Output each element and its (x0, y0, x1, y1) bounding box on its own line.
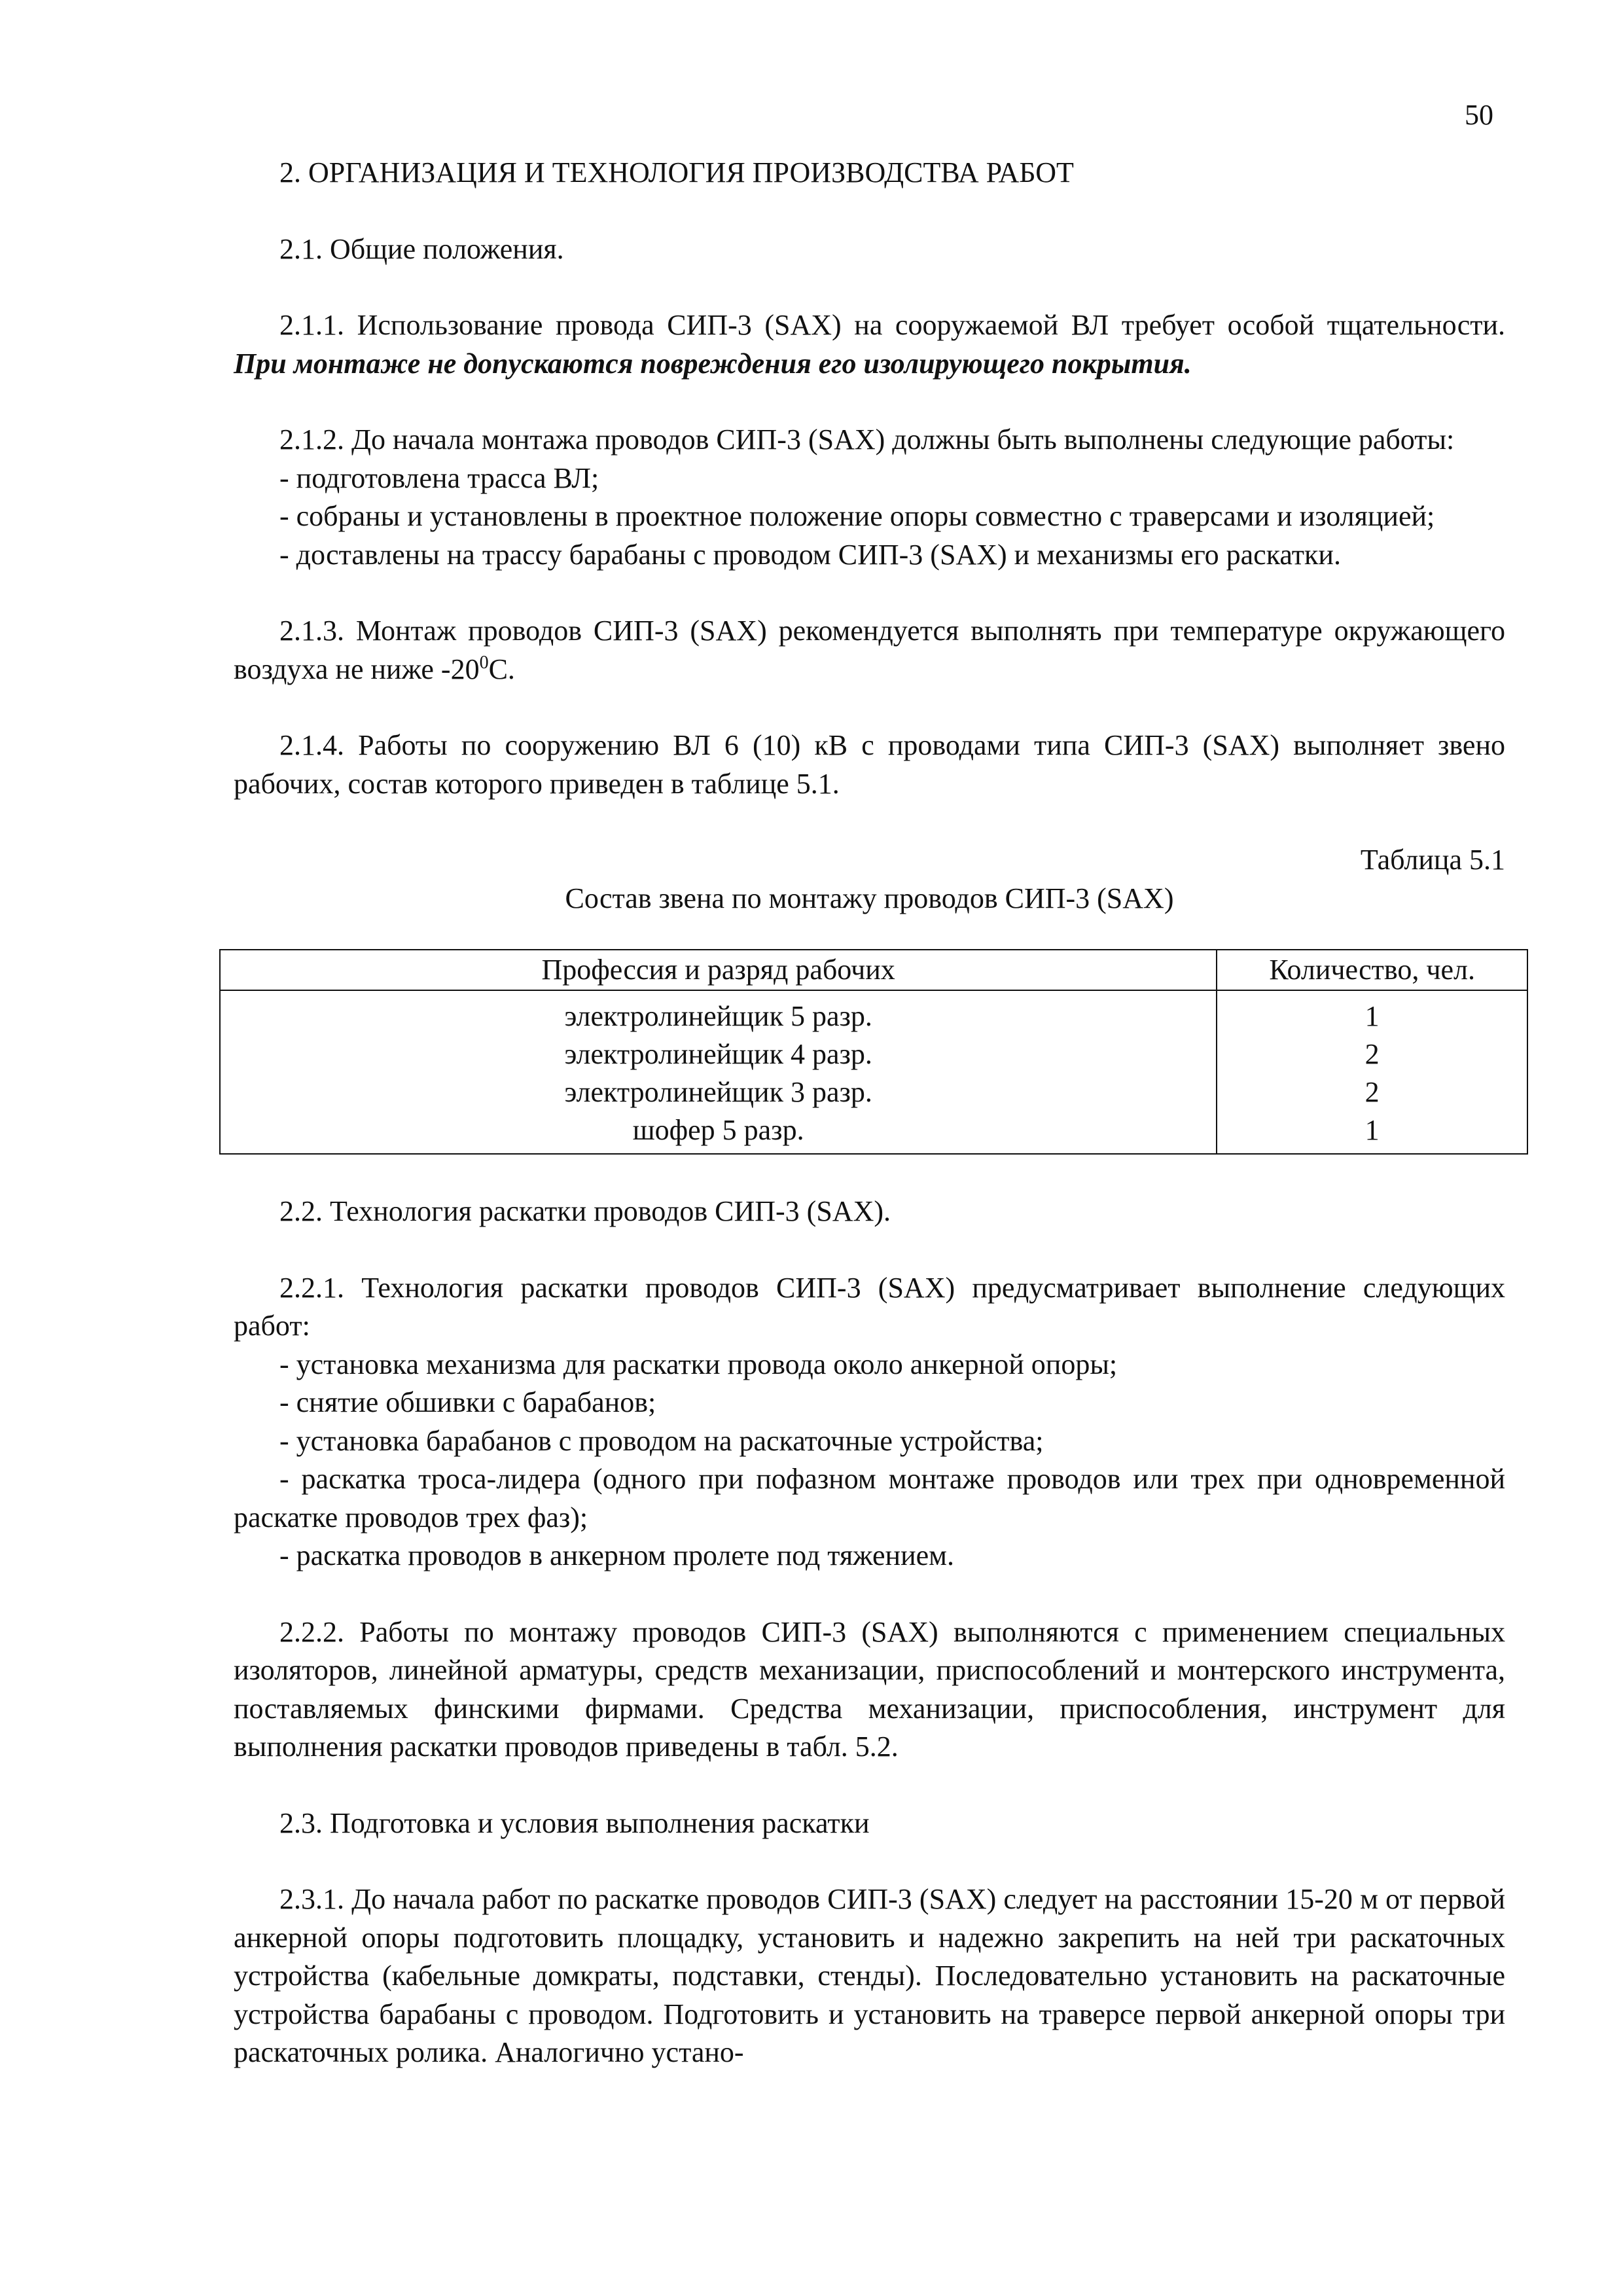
table-cell-profession: шофер 5 разр. (632, 1114, 804, 1146)
paragraph-2-3-1: 2.3.1. До начала работ по раскатке проводов СИП-3 (SAX) следует на расстоянии 15-20 м от первой анкерной опоры подготовить площадку, установить и надежно закрепить на ней три раскаточных устройства (кабельные домкраты, подставки, стенды). Последовательно установить на раскаточные устройства барабаны с проводом. Подготовить и установить на траверсе первой анкерной опоры три раскаточных ролика. Аналогично устано- (234, 1883, 1505, 2068)
list-item: - раскатка троса-лидера (одного при пофазном монтаже проводов или трех при одновременной раскатке проводов трех фаз); (234, 1463, 1505, 1534)
list-item: - установка барабанов с проводом на раскаточные устройства; (279, 1424, 1044, 1457)
table-cell-profession: электролинейщик 5 разр. (564, 1000, 872, 1032)
table-title: Состав звена по монтажу проводов СИП-3 (SAX) (565, 882, 1174, 914)
page-number: 50 (1465, 99, 1493, 131)
table-cell-count-list (1217, 990, 1527, 1154)
table-cell-count: 2 (1364, 1038, 1380, 1070)
degree-superscript: 0 (479, 652, 489, 673)
table-row (220, 990, 1527, 1154)
list-item: - собраны и установлены в проектное положение опоры совместно с траверсами и изоляцией; (279, 500, 1435, 532)
paragraph-2-2-1: 2.2.1. Технология раскатки проводов СИП-3 (SAX) предусматривает выполнение следующих работ: (234, 1271, 1505, 1342)
table-cell-profession: электролинейщик 4 разр. (564, 1038, 872, 1070)
subsection-2-2-title: 2.2. Технология раскатки проводов СИП-3 (SAX). (279, 1195, 891, 1227)
paragraph-2-2-2: 2.2.2. Работы по монтажу проводов СИП-3 (SAX) выполняются с применением специальных изоляторов, линейной арматуры, средств механизации, приспособлений и монтерского инструмента, поставляемых финскими фирмами. Средства механизации, приспособления, инструмент для выполнения раскатки проводов приведены в табл. 5.2. (234, 1615, 1505, 1763)
list-item: - снятие обшивки с барабанов; (279, 1386, 656, 1418)
table-cell-count: 1 (1364, 1000, 1380, 1032)
table-cell-profession-list (220, 990, 1217, 1154)
subsection-2-1-title: 2.1. Общие положения. (279, 232, 564, 265)
subsection-2-3-title: 2.3. Подготовка и условия выполнения раскатки (279, 1806, 870, 1839)
paragraph-2-1-3-text: 2.1.3. Монтаж проводов СИП-3 (SAX) рекомендуется выполнять при температуре окружающего воздуха не ниже -20 (234, 615, 1505, 685)
section-heading: 2. ОРГАНИЗАЦИЯ И ТЕХНОЛОГИЯ ПРОИЗВОДСТВА РАБОТ (279, 156, 1074, 188)
list-item: - установка механизма для раскатки провода около анкерной опоры; (279, 1348, 1118, 1380)
paragraph-2-1-3 (234, 612, 1505, 689)
paragraph-2-1-1-text: 2.1.1. Использование провода СИП-3 (SAX) на сооружаемой ВЛ требует особой тщательности. (279, 309, 1505, 341)
paragraph-2-1-2: 2.1.2. До начала монтажа проводов СИП-3 (SAX) должны быть выполнены следующие работы: (279, 423, 1455, 456)
table-header-row (220, 950, 1527, 990)
page-content (234, 154, 1505, 2072)
list-item: - подготовлена трасса ВЛ; (279, 461, 599, 494)
table-cell-count: 1 (1364, 1114, 1380, 1146)
list-item: - раскатка проводов в анкерном пролете под тяжением. (279, 1539, 954, 1571)
table-cell-count: 2 (1364, 1076, 1380, 1108)
table-header-count: Количество, чел. (1217, 950, 1527, 990)
list-item: - доставлены на трассу барабаны с проводом СИП-3 (SAX) и механизмы его раскатки. (279, 538, 1341, 571)
crew-composition-table (219, 949, 1528, 1155)
paragraph-2-1-3-unit: С. (488, 653, 515, 685)
table-cell-profession: электролинейщик 3 разр. (564, 1076, 872, 1108)
table-header-profession: Профессия и разряд рабочих (220, 950, 1217, 990)
table-label: Таблица 5.1 (1360, 844, 1505, 876)
paragraph-2-1-1-emphasis: При монтаже не допускаются повреждения его изолирующего покрытия. (234, 347, 1192, 380)
paragraph-2-1-4: 2.1.4. Работы по сооружению ВЛ 6 (10) кВ с проводами типа СИП-3 (SAX) выполняет звено рабочих, состав которого приведен в таблице 5.1. (234, 729, 1505, 800)
paragraph-2-1-1 (234, 306, 1505, 383)
